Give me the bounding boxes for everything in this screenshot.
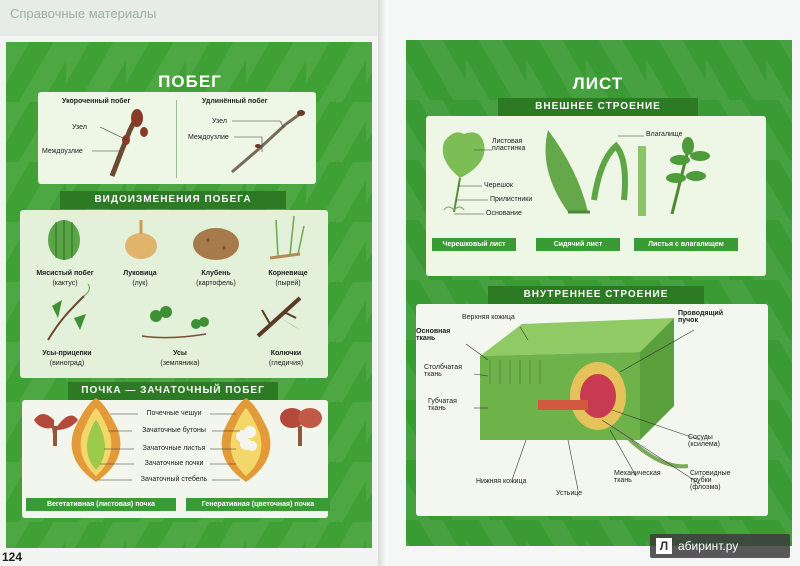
short-shoot-caption: Укороченный побег (62, 98, 131, 105)
label-petiole: Черешок (484, 182, 513, 189)
bud-label-buds: Зачаточные почки (144, 460, 204, 467)
label-mechanical-tissue: Механическая ткань (614, 470, 661, 484)
label-palisade: Столбчатая ткань (424, 364, 462, 378)
type-petiolate-leaf: Черешковый лист (432, 238, 516, 251)
mod-item-4-name: Корневище (268, 270, 308, 277)
bud-label-leaves: Зачаточные листья (142, 445, 206, 452)
label-xylem: Сосуды (ксилема) (688, 434, 720, 448)
watermark (650, 534, 790, 558)
short-shoot-node-label: Узел (72, 124, 87, 131)
label-spongy: Губчатая ткань (428, 398, 457, 412)
label-sheath: Влагалище (646, 131, 683, 138)
label-stipules: Прилистники (490, 196, 533, 203)
watermark-logo-icon: Л (656, 538, 672, 554)
label-phloem: Ситовидные трубки (флоэма) (690, 470, 731, 491)
generative-bud-section-drawing (222, 398, 271, 482)
mod-item-3-name: Клубень (201, 270, 231, 277)
vegetative-bud-caption: Вегетативная (листовая) почка (26, 498, 176, 511)
vegetative-bud-small-drawing (34, 414, 78, 446)
bud-label-scales: Почечные чешуи (146, 410, 202, 417)
label-vascular-bundle: Проводящий пучок (678, 310, 724, 324)
bud-label-flower-buds: Зачаточные бутоны (142, 427, 206, 434)
shoot-title: ПОБЕГ (158, 72, 222, 91)
page-header-title: Справочные материалы (10, 6, 157, 21)
mod-item-7-name: Колючки (270, 350, 302, 357)
label-upper-skin: Верхняя кожица (462, 314, 515, 321)
mod-item-5-name: Усы-прицепки (42, 350, 92, 357)
mod-item-2-name: Луковица (123, 270, 157, 277)
long-shoot-node-label: Узел (212, 118, 227, 125)
mod-item-7-example: (гледичия) (268, 360, 304, 367)
left-page (0, 0, 388, 566)
mod-item-1-example: (кактус) (52, 280, 78, 287)
mod-item-6-name: Усы (173, 350, 187, 357)
external-structure-title: ВНЕШНЕЕ СТРОЕНИЕ (498, 98, 698, 116)
modifications-title: ВИДОИЗМЕНЕНИЯ ПОБЕГА (60, 191, 286, 209)
mod-item-3-example: (картофель) (196, 280, 236, 287)
label-stoma: Устьице (556, 490, 583, 497)
mod-item-2-example: (лук) (132, 280, 148, 287)
label-lower-skin: Нижняя кожица (476, 478, 527, 485)
mod-item-5-example: (виноград) (49, 360, 85, 367)
type-sessile-leaf: Сидячий лист (536, 238, 620, 251)
leaf-title: ЛИСТ (572, 74, 624, 93)
xylem-drawing (580, 374, 616, 418)
bud-title: ПОЧКА — ЗАЧАТОЧНЫЙ ПОБЕГ (68, 382, 278, 400)
label-base: Основание (486, 210, 522, 217)
internal-structure-title: ВНУТРЕННЕЕ СТРОЕНИЕ (488, 286, 704, 304)
generative-bud-small-drawing (280, 408, 322, 446)
label-ground-tissue: Основная ткань (416, 328, 451, 342)
mod-item-1-name: Мясистый побег (36, 270, 94, 277)
mod-item-4-example: (пырей) (275, 280, 301, 287)
long-shoot-internode-label: Междоузлие (188, 134, 229, 141)
vegetative-bud-section-drawing (72, 398, 121, 482)
page-number: 124 (2, 550, 23, 564)
label-blade: Листовая пластинка (492, 138, 526, 152)
short-shoot-internode-label: Междоузлие (42, 148, 83, 155)
bud-label-stem: Зачаточный стебель (140, 476, 208, 483)
generative-bud-caption: Генеративная (цветочная) почка (186, 498, 330, 511)
long-shoot-caption: Удлинённый побег (202, 98, 268, 105)
watermark-text: абиринт.ру (678, 539, 739, 553)
right-page (388, 0, 800, 566)
vein-drawing (538, 400, 588, 410)
mod-item-6-example: (земляника) (160, 360, 200, 367)
type-sheathed-leaf: Листья с влагалищем (634, 238, 738, 251)
